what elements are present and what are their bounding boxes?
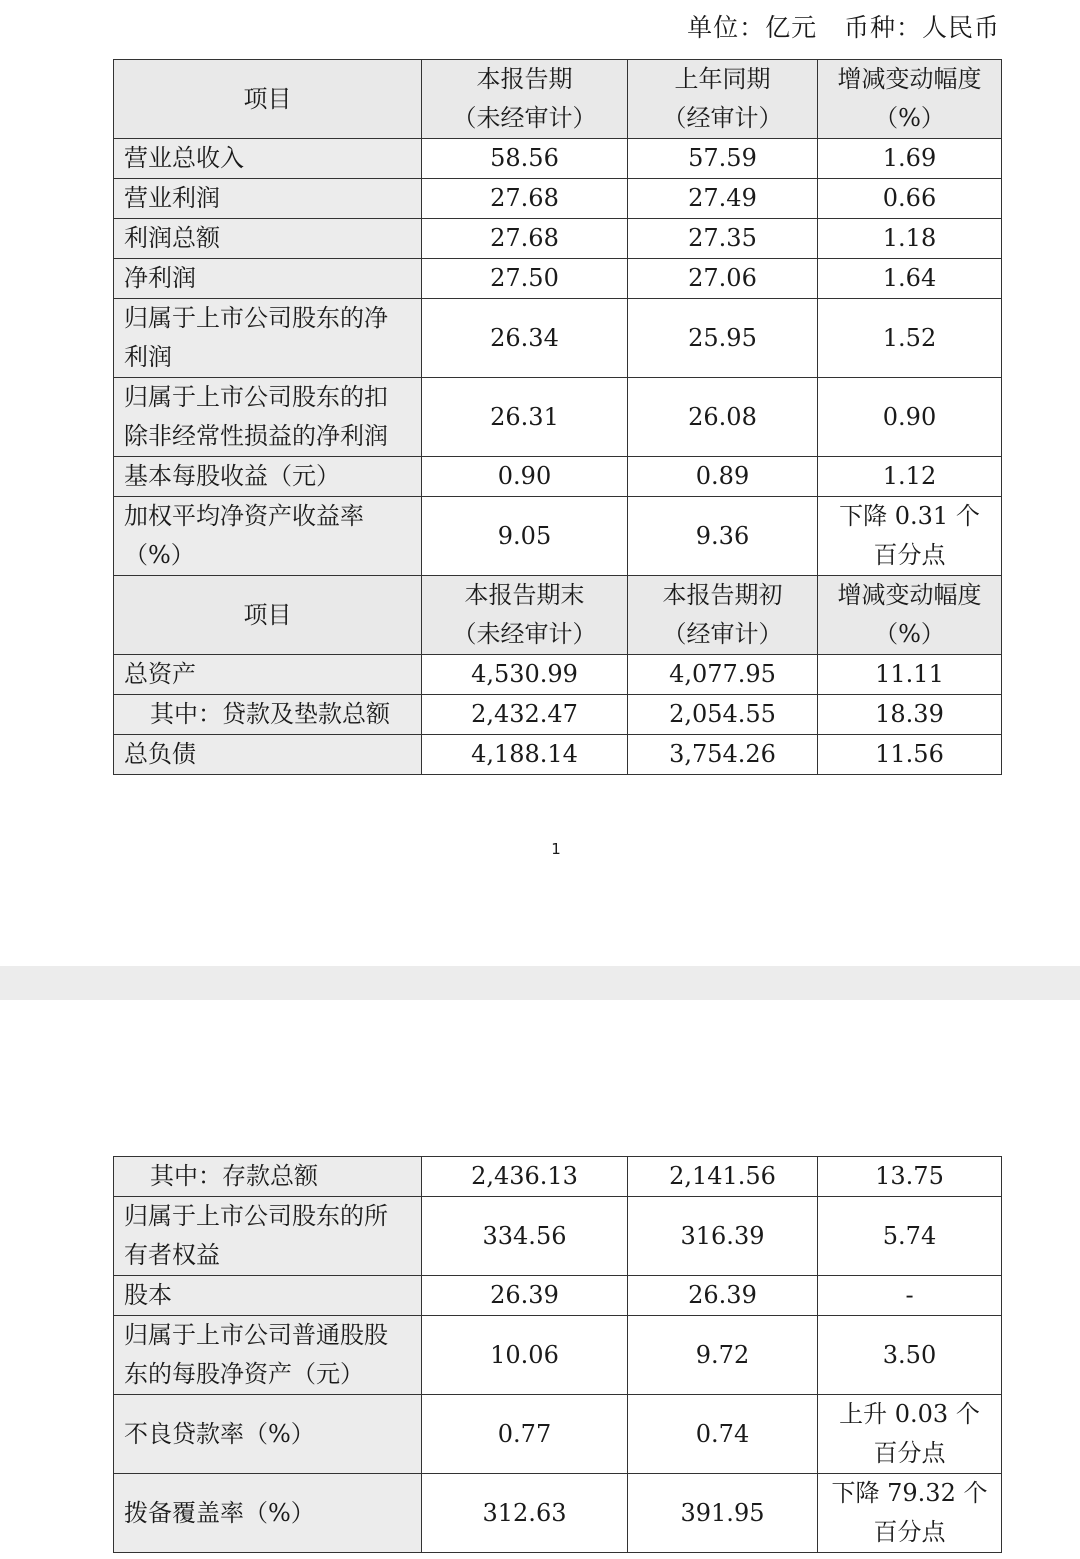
table-row	[114, 299, 1002, 378]
value-change-line: 11.11	[875, 660, 944, 688]
header-current	[422, 60, 628, 139]
row-label-line: 归属于上市公司股东的净	[124, 304, 388, 332]
table-row	[114, 1197, 1002, 1276]
row-label	[114, 179, 422, 219]
value-comparison: 9.72	[628, 1316, 818, 1395]
table-row	[114, 695, 1002, 735]
value-change-line: 上升 0.03 个	[839, 1400, 980, 1428]
table-row	[114, 457, 1002, 497]
row-label-line: 有者权益	[124, 1241, 220, 1269]
row-label-line: 总资产	[124, 660, 196, 688]
table-row	[114, 1276, 1002, 1316]
row-label-line: 归属于上市公司股东的所	[124, 1202, 388, 1230]
header-current-line: 本报告期末	[464, 581, 585, 609]
value-current: 0.90	[422, 457, 628, 497]
row-label-line: 其中：存款总额	[150, 1162, 318, 1190]
value-current: 312.63	[422, 1474, 628, 1553]
row-label-line: 归属于上市公司股东的扣	[124, 383, 388, 411]
row-label-line: （%）	[124, 541, 195, 569]
value-change-line: 百分点	[873, 1439, 946, 1467]
row-label	[114, 655, 422, 695]
value-current: 26.31	[422, 378, 628, 457]
table-row	[114, 259, 1002, 299]
value-change	[818, 139, 1002, 179]
row-label-line: 东的每股净资产（元）	[124, 1360, 364, 1388]
row-label-line: 利润总额	[124, 224, 220, 252]
row-label	[114, 1395, 422, 1474]
row-label	[114, 1197, 422, 1276]
value-current: 0.77	[422, 1395, 628, 1474]
value-change	[818, 497, 1002, 576]
row-label-line: 拨备覆盖率（%）	[124, 1498, 315, 1527]
value-change	[818, 655, 1002, 695]
header-comparison-line: 上年同期	[674, 65, 771, 93]
table-row	[114, 1316, 1002, 1395]
row-label	[114, 1474, 422, 1553]
value-change	[818, 378, 1002, 457]
value-current: 27.68	[422, 179, 628, 219]
value-current: 26.39	[422, 1276, 628, 1316]
row-label	[114, 299, 422, 378]
value-comparison: 26.39	[628, 1276, 818, 1316]
value-change	[818, 1157, 1002, 1197]
value-current: 2,436.13	[422, 1157, 628, 1197]
value-change-line: 1.18	[882, 224, 937, 252]
financial-table-1	[113, 59, 1002, 775]
row-label-line: 营业利润	[124, 184, 220, 212]
value-change-line: 13.75	[875, 1162, 944, 1190]
value-change	[818, 457, 1002, 497]
header-comparison-line: 本报告期初	[662, 581, 783, 609]
header-change-line: （%）	[874, 104, 945, 132]
value-change	[818, 179, 1002, 219]
value-current: 9.05	[422, 497, 628, 576]
table-header-row	[114, 60, 1002, 139]
row-label	[114, 695, 422, 735]
value-comparison: 57.59	[628, 139, 818, 179]
value-change	[818, 259, 1002, 299]
table-row	[114, 1157, 1002, 1197]
header-comparison	[628, 576, 818, 655]
page-number: 1	[551, 840, 561, 858]
table-row	[114, 735, 1002, 775]
header-current-line: 本报告期	[476, 65, 573, 93]
table-row	[114, 1395, 1002, 1474]
row-label	[114, 219, 422, 259]
value-change	[818, 695, 1002, 735]
row-label-line: 利润	[124, 343, 172, 371]
row-label	[114, 735, 422, 775]
value-comparison: 2,054.55	[628, 695, 818, 735]
row-label-line: 加权平均净资产收益率	[124, 502, 364, 530]
header-current-line: （未经审计）	[452, 104, 597, 132]
table-row	[114, 378, 1002, 457]
table-row	[114, 139, 1002, 179]
value-change-line: 1.52	[882, 323, 937, 352]
value-change-line: 0.90	[882, 402, 937, 431]
row-label	[114, 1276, 422, 1316]
value-comparison: 3,754.26	[628, 735, 818, 775]
value-change-line: 下降 79.32 个	[831, 1479, 988, 1507]
header-current	[422, 576, 628, 655]
value-change-line: 1.12	[882, 462, 937, 490]
value-change-line: 下降 0.31 个	[839, 502, 980, 530]
value-change	[818, 1197, 1002, 1276]
financial-table-2	[113, 1156, 1002, 1553]
value-comparison: 27.35	[628, 219, 818, 259]
value-change-line: 百分点	[873, 1518, 946, 1546]
header-item: 项目	[114, 576, 422, 655]
value-change	[818, 1276, 1002, 1316]
value-change	[818, 1395, 1002, 1474]
header-change-line: （%）	[874, 620, 945, 648]
page-separator	[0, 966, 1080, 1000]
value-comparison: 27.49	[628, 179, 818, 219]
header-item: 项目	[114, 60, 422, 139]
table-row	[114, 1474, 1002, 1553]
value-change-line: 1.64	[882, 264, 937, 292]
value-current: 2,432.47	[422, 695, 628, 735]
value-current: 58.56	[422, 139, 628, 179]
value-change-line: 0.66	[882, 184, 937, 212]
row-label-line: 不良贷款率（%）	[124, 1419, 315, 1448]
header-change-line: 增减变动幅度	[837, 581, 982, 609]
header-comparison	[628, 60, 818, 139]
header-change-line: 增减变动幅度	[837, 65, 982, 93]
row-label-line: 归属于上市公司普通股股	[124, 1321, 388, 1349]
value-change-line: 百分点	[873, 541, 946, 569]
header-comparison-line: （经审计）	[662, 620, 783, 648]
table-row	[114, 179, 1002, 219]
table-row	[114, 219, 1002, 259]
value-current: 4,530.99	[422, 655, 628, 695]
row-label-line: 其中：贷款及垫款总额	[150, 700, 390, 728]
value-comparison: 26.08	[628, 378, 818, 457]
value-change-line: 1.69	[882, 144, 937, 172]
value-current: 27.68	[422, 219, 628, 259]
value-current: 4,188.14	[422, 735, 628, 775]
value-comparison: 0.74	[628, 1395, 818, 1474]
row-label	[114, 497, 422, 576]
value-current: 26.34	[422, 299, 628, 378]
row-label	[114, 1157, 422, 1197]
value-current: 27.50	[422, 259, 628, 299]
value-comparison: 391.95	[628, 1474, 818, 1553]
value-comparison: 25.95	[628, 299, 818, 378]
value-change-line: 11.56	[875, 740, 944, 768]
row-label	[114, 139, 422, 179]
value-comparison: 0.89	[628, 457, 818, 497]
row-label-line: 净利润	[124, 264, 196, 292]
value-change	[818, 299, 1002, 378]
value-change-line: -	[905, 1281, 914, 1309]
value-change-line: 18.39	[875, 700, 944, 728]
value-comparison: 4,077.95	[628, 655, 818, 695]
value-current: 334.56	[422, 1197, 628, 1276]
value-change	[818, 219, 1002, 259]
value-comparison: 316.39	[628, 1197, 818, 1276]
unit-currency-note: 单位：亿元 币种：人民币	[687, 13, 1000, 42]
value-comparison: 2,141.56	[628, 1157, 818, 1197]
row-label-line: 营业总收入	[124, 144, 244, 172]
header-change	[818, 576, 1002, 655]
value-change-line: 5.74	[882, 1221, 937, 1250]
value-change	[818, 735, 1002, 775]
row-label-line: 除非经常性损益的净利润	[124, 422, 388, 450]
row-label-line: 基本每股收益（元）	[124, 462, 340, 490]
row-label	[114, 1316, 422, 1395]
table-header-row	[114, 576, 1002, 655]
row-label-line: 总负债	[124, 740, 196, 768]
row-label	[114, 259, 422, 299]
header-comparison-line: （经审计）	[662, 104, 783, 132]
table-row	[114, 497, 1002, 576]
header-change	[818, 60, 1002, 139]
table-row	[114, 655, 1002, 695]
value-comparison: 9.36	[628, 497, 818, 576]
row-label	[114, 457, 422, 497]
value-change	[818, 1474, 1002, 1553]
value-change	[818, 1316, 1002, 1395]
header-current-line: （未经审计）	[452, 620, 597, 648]
value-current: 10.06	[422, 1316, 628, 1395]
row-label-line: 股本	[124, 1281, 172, 1309]
value-comparison: 27.06	[628, 259, 818, 299]
row-label	[114, 378, 422, 457]
value-change-line: 3.50	[882, 1340, 937, 1369]
